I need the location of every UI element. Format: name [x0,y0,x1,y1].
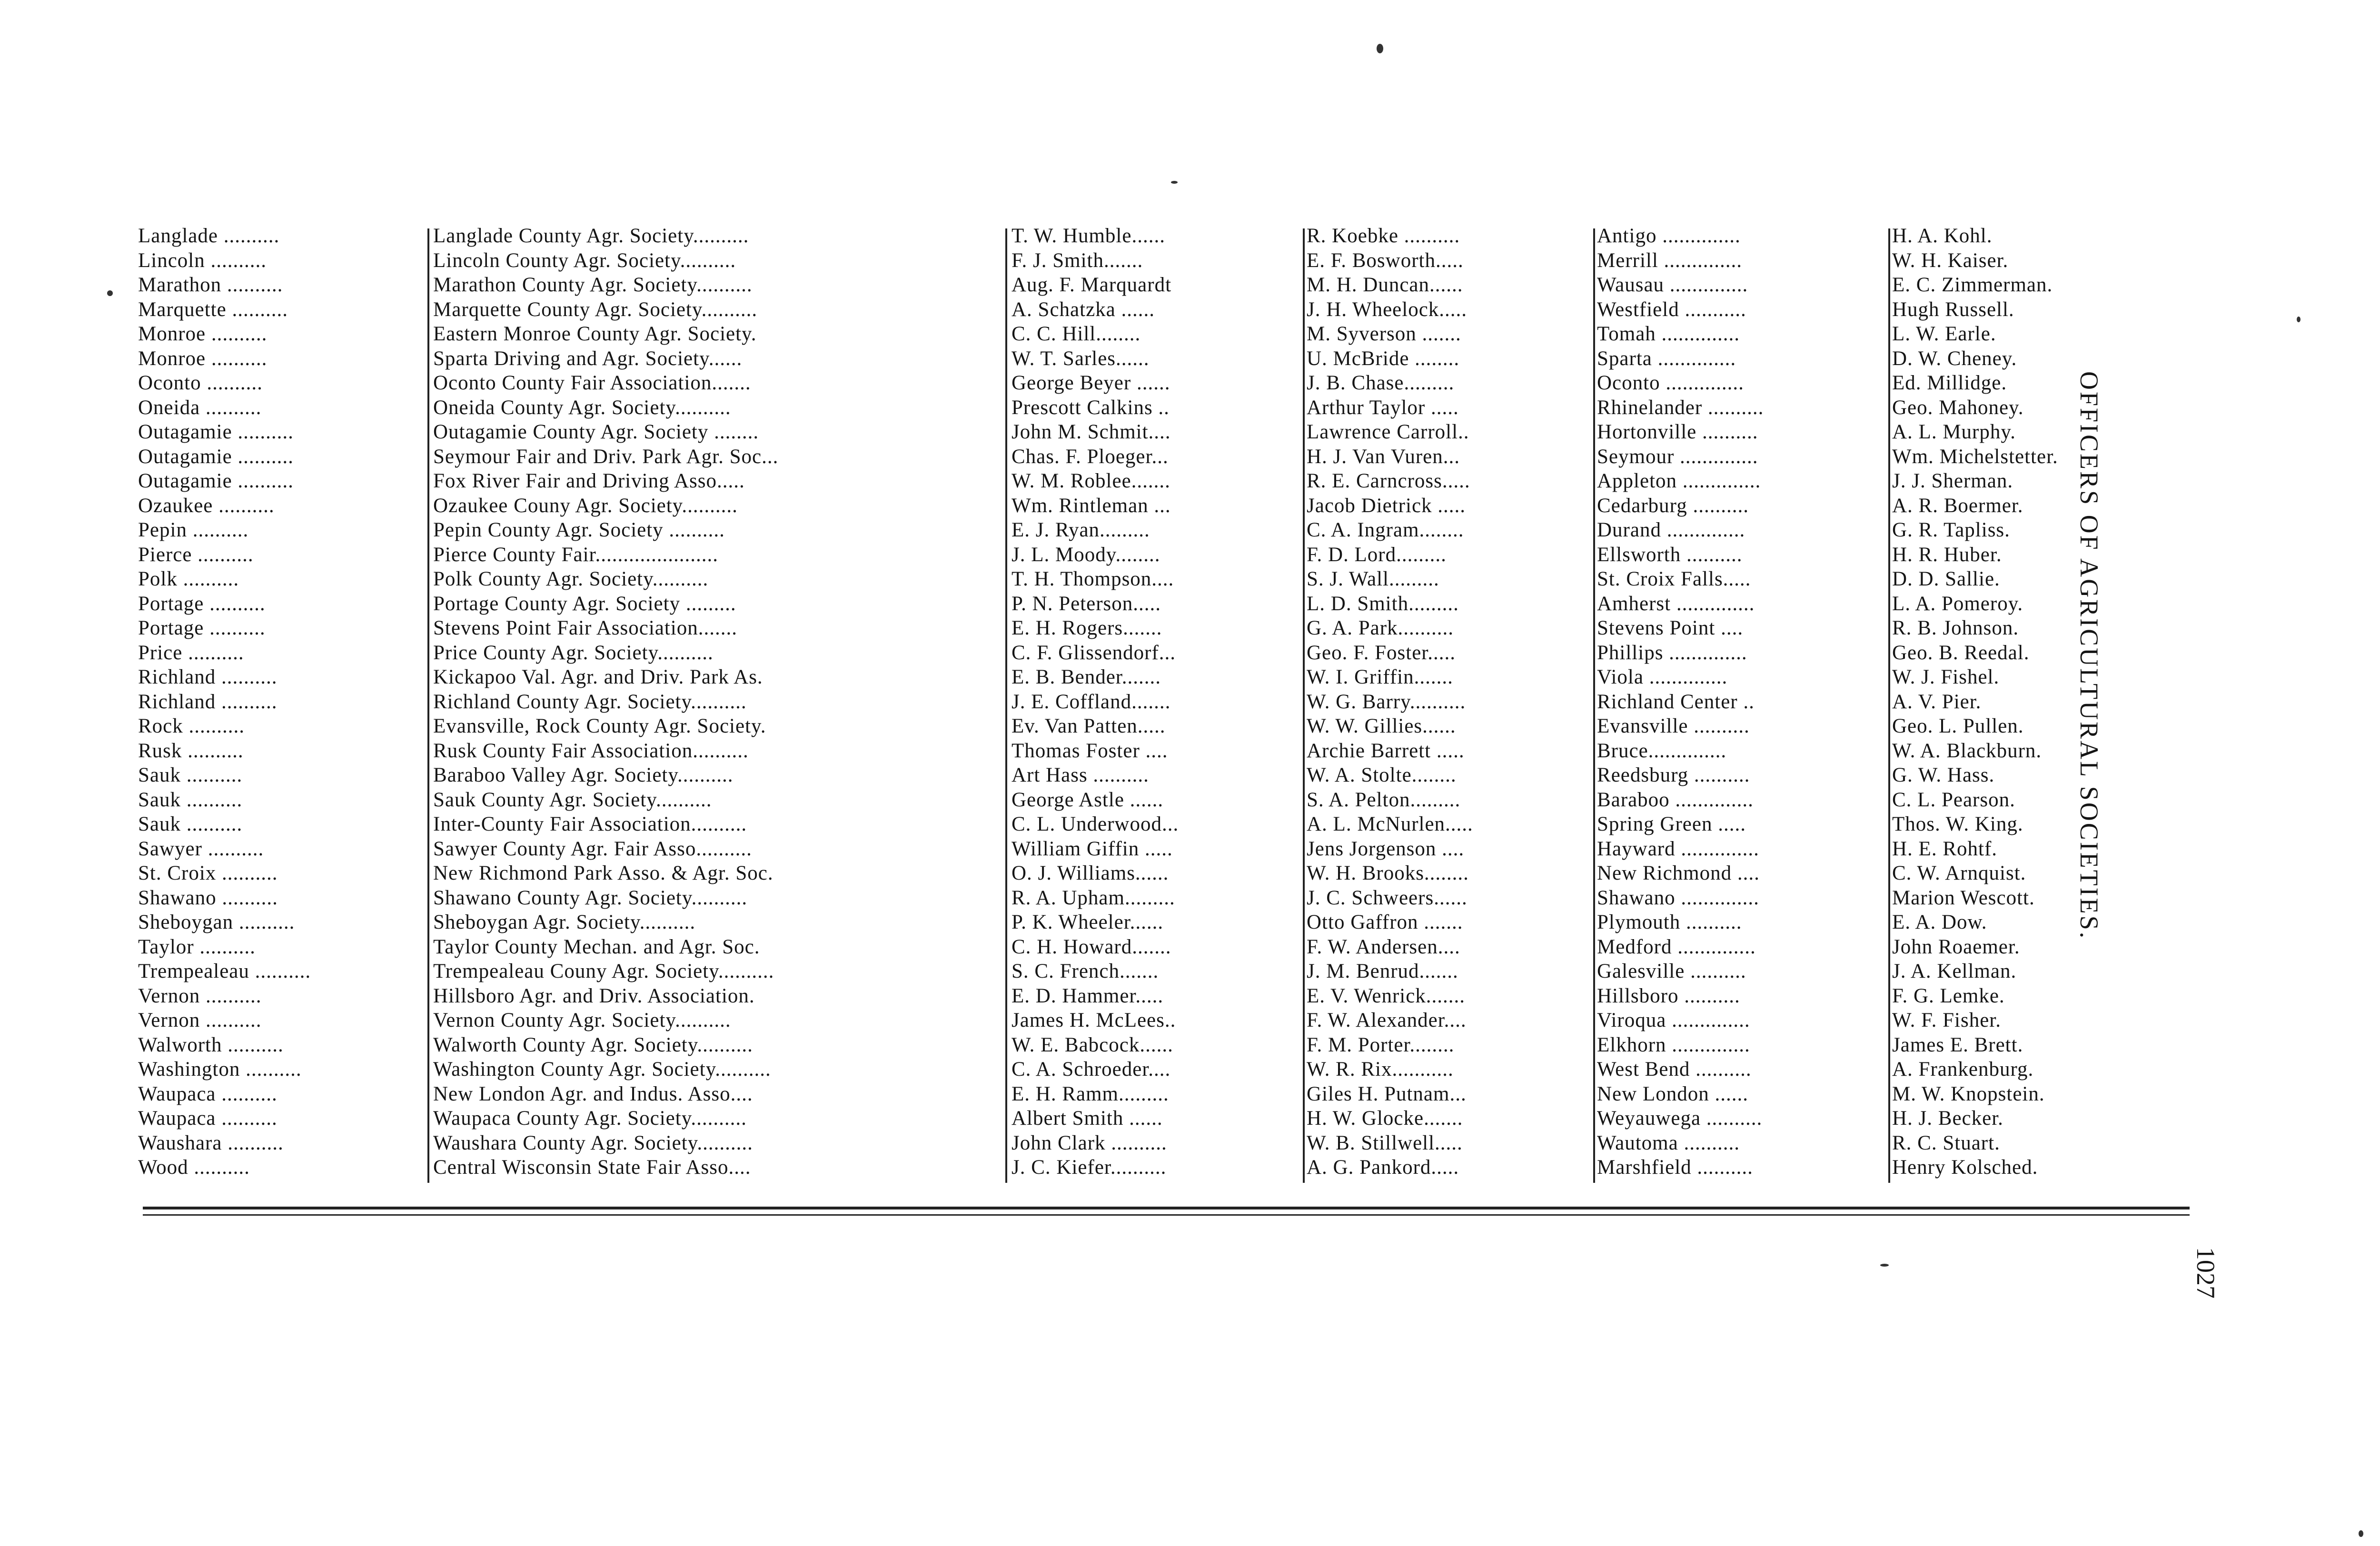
secretary-cell: M. H. Duncan...... [1307,274,1463,296]
secretary-cell: G. A. Park.......... [1307,617,1454,639]
print-speck [1171,181,1178,184]
county-cell: Marathon .......... [138,274,283,296]
treasurer-cell: W. H. Kaiser. [1892,249,2009,272]
location-cell: Amherst .............. [1597,592,1755,615]
county-cell: Outagamie .......... [138,470,294,492]
president-cell: P. N. Peterson..... [1012,592,1161,615]
society-cell: Oconto County Fair Association....... [433,372,751,394]
county-cell: Monroe .......... [138,347,268,370]
county-cell: Trempealeau .......... [138,960,311,982]
secretary-cell: A. G. Pankord..... [1307,1156,1459,1179]
county-cell: Ozaukee .......... [138,494,275,517]
treasurer-cell: Geo. Mahoney. [1892,396,2024,419]
location-cell: Plymouth .......... [1597,911,1742,933]
location-cell: Hayward .............. [1597,837,1759,860]
president-cell: T. H. Thompson.... [1012,568,1174,590]
society-cell: Sawyer County Agr. Fair Asso.......... [433,837,752,860]
society-cell: Sparta Driving and Agr. Society...... [433,347,743,370]
secretary-cell: J. H. Wheelock..... [1307,298,1468,321]
treasurer-cell: D. D. Sallie. [1892,568,2000,590]
county-column [138,224,424,1183]
county-cell: Waushara .......... [138,1131,284,1154]
society-cell: Central Wisconsin State Fair Asso.... [433,1156,751,1179]
treasurer-cell: John Roaemer. [1892,935,2020,958]
location-cell: Weyauwega .......... [1597,1107,1763,1130]
treasurer-cell: H. E. Rohtf. [1892,837,1998,860]
column-divider [1888,228,1890,1183]
location-cell: Seymour .............. [1597,445,1758,468]
location-cell: Reedsburg .......... [1597,764,1750,786]
secretary-cell: W. A. Stolte........ [1307,764,1457,786]
secretary-cell: W. B. Stillwell..... [1307,1131,1463,1154]
secretary-cell: W. W. Gillies...... [1307,715,1456,737]
society-cell: Marathon County Agr. Society.......... [433,274,753,296]
president-cell: E. B. Bender....... [1012,666,1161,688]
secretary-column [1307,224,1592,1183]
treasurer-cell: James E. Brett. [1892,1033,2023,1056]
county-cell: Outagamie .......... [138,421,294,443]
county-cell: Sauk .......... [138,788,243,811]
treasurer-cell: W. A. Blackburn. [1892,739,2042,762]
county-cell: Sawyer .......... [138,837,264,860]
society-cell: Vernon County Agr. Society.......... [433,1009,731,1031]
treasurer-cell: Ed. Millidge. [1892,372,2007,394]
secretary-cell: Archie Barrett ..... [1307,739,1465,762]
society-cell: Baraboo Valley Agr. Society.......... [433,764,734,786]
county-cell: Richland .......... [138,690,278,713]
location-cell: Durand .............. [1597,519,1745,541]
president-cell: W. M. Roblee....... [1012,470,1170,492]
society-cell: New Richmond Park Asso. & Agr. Soc. [433,862,774,884]
society-cell: Kickapoo Val. Agr. and Driv. Park As. [433,666,763,688]
society-cell: Price County Agr. Society.......... [433,641,714,664]
treasurer-cell: H. R. Huber. [1892,543,2002,566]
column-divider [1593,228,1595,1183]
secretary-cell: J. M. Benrud....... [1307,960,1458,982]
society-cell: Marquette County Agr. Society.......... [433,298,758,321]
secretary-cell: F. W. Alexander.... [1307,1009,1467,1031]
county-cell: Walworth .......... [138,1033,284,1056]
secretary-cell: F. D. Lord......... [1307,543,1447,566]
location-cell: Shawano .............. [1597,886,1759,909]
county-cell: Sauk .......... [138,813,243,835]
president-cell: C. L. Underwood... [1012,813,1179,835]
print-speck [1880,1264,1889,1267]
county-cell: Outagamie .......... [138,445,294,468]
side-title: OFFICERS OF AGRICULTURAL SOCIETIES. [2075,371,2103,941]
secretary-cell: E. V. Wenrick....... [1307,984,1466,1007]
society-cell: Walworth County Agr. Society.......... [433,1033,753,1056]
county-cell: Sauk .......... [138,764,243,786]
society-cell: Washington County Agr. Society.......... [433,1058,771,1080]
secretary-cell: E. F. Bosworth..... [1307,249,1464,272]
location-cell: Tomah .............. [1597,323,1740,345]
location-cell: Hillsboro .......... [1597,984,1740,1007]
county-cell: Langlade .......... [138,225,280,247]
society-cell: Ozaukee Couny Agr. Society.......... [433,494,738,517]
county-cell: Oconto .......... [138,372,263,394]
treasurer-cell: H. A. Kohl. [1892,225,1993,247]
president-cell: Prescott Calkins .. [1012,396,1170,419]
treasurer-cell: R. C. Stuart. [1892,1131,2000,1154]
president-cell: C. C. Hill........ [1012,323,1141,345]
bottom-rule-thin [143,1214,2190,1216]
society-cell: Waushara County Agr. Society.......... [433,1131,753,1154]
society-cell: Richland County Agr. Society.......... [433,690,747,713]
county-cell: Waupaca .......... [138,1082,278,1105]
president-cell: E. H. Ramm......... [1012,1082,1169,1105]
treasurer-column [1892,224,2197,1183]
treasurer-cell: F. G. Lemke. [1892,984,2005,1007]
treasurer-cell: W. J. Fishel. [1892,666,2000,688]
location-cell: Stevens Point .... [1597,617,1744,639]
column-divider [427,228,429,1183]
location-cell: Appleton .............. [1597,470,1761,492]
location-cell: New Richmond .... [1597,862,1760,884]
bottom-rule-thick [143,1207,2190,1209]
treasurer-cell: E. C. Zimmerman. [1892,274,2053,296]
society-cell: Oneida County Agr. Society.......... [433,396,731,419]
print-speck [2359,1530,2363,1537]
president-cell: J. C. Kiefer.......... [1012,1156,1167,1179]
secretary-cell: S. A. Pelton......... [1307,788,1461,811]
society-cell: Sheboygan Agr. Society.......... [433,911,696,933]
president-cell: Ev. Van Patten..... [1012,715,1166,737]
society-cell: Stevens Point Fair Association....... [433,617,737,639]
secretary-cell: F. M. Porter........ [1307,1033,1455,1056]
location-cell: Viola .............. [1597,666,1728,688]
secretary-cell: J. C. Schweers...... [1307,886,1468,909]
column-divider [1303,228,1305,1183]
location-cell: Westfield ........... [1597,298,1746,321]
county-cell: Portage .......... [138,617,266,639]
location-cell: Hortonville .......... [1597,421,1758,443]
treasurer-cell: D. W. Cheney. [1892,347,2017,370]
president-cell: George Beyer ...... [1012,372,1170,394]
president-cell: Chas. F. Ploeger... [1012,445,1169,468]
president-cell: John Clark .......... [1012,1131,1167,1154]
society-cell: New London Agr. and Indus. Asso.... [433,1082,753,1105]
location-cell: Wautoma .......... [1597,1131,1740,1154]
county-cell: Vernon .......... [138,1009,262,1031]
secretary-cell: Giles H. Putnam... [1307,1082,1467,1105]
society-cell: Pepin County Agr. Society .......... [433,519,725,541]
location-cell: New London ...... [1597,1082,1748,1105]
secretary-cell: R. E. Carncross..... [1307,470,1470,492]
society-cell: Outagamie County Agr. Society ........ [433,421,759,443]
treasurer-cell: M. W. Knopstein. [1892,1082,2045,1105]
treasurer-cell: E. A. Dow. [1892,911,1987,933]
location-cell: Medford .............. [1597,935,1756,958]
location-cell: Antigo .............. [1597,225,1741,247]
treasurer-cell: A. V. Pier. [1892,690,1982,713]
treasurer-cell: L. A. Pomeroy. [1892,592,2023,615]
county-cell: Oneida .......... [138,396,262,419]
president-cell: C. A. Schroeder.... [1012,1058,1171,1080]
county-cell: Monroe .......... [138,323,268,345]
location-cell: Phillips .............. [1597,641,1747,664]
county-cell: Portage .......... [138,592,266,615]
secretary-cell: W. H. Brooks........ [1307,862,1469,884]
county-cell: St. Croix .......... [138,862,278,884]
president-cell: W. T. Sarles...... [1012,347,1150,370]
president-cell: E. J. Ryan......... [1012,519,1150,541]
society-cell: Fox River Fair and Driving Asso..... [433,470,745,492]
president-cell: C. F. Glissendorf... [1012,641,1176,664]
county-cell: Price .......... [138,641,244,664]
treasurer-cell: A. Frankenburg. [1892,1058,2034,1080]
print-speck [1377,44,1383,53]
secretary-cell: H. J. Van Vuren... [1307,445,1460,468]
society-cell: Rusk County Fair Association.......... [433,739,749,762]
secretary-cell: W. R. Rix........... [1307,1058,1454,1080]
secretary-cell: Lawrence Carroll.. [1307,421,1469,443]
president-cell: John M. Schmit.... [1012,421,1171,443]
county-cell: Waupaca .......... [138,1107,278,1130]
president-cell: F. J. Smith....... [1012,249,1143,272]
location-cell: Baraboo .............. [1597,788,1754,811]
president-cell: James H. McLees.. [1012,1009,1176,1031]
treasurer-cell: Wm. Michelstetter. [1892,445,2058,468]
secretary-cell: F. W. Andersen.... [1307,935,1460,958]
treasurer-cell: G. W. Hass. [1892,764,1995,786]
location-cell: St. Croix Falls..... [1597,568,1751,590]
treasurer-cell: C. L. Pearson. [1892,788,2015,811]
secretary-cell: Geo. F. Foster..... [1307,641,1456,664]
president-cell: A. Schatzka ...... [1012,298,1155,321]
secretary-cell: Otto Gaffron ....... [1307,911,1463,933]
president-cell: J. E. Coffland....... [1012,690,1171,713]
treasurer-cell: Thos. W. King. [1892,813,2023,835]
president-column [1012,224,1302,1183]
secretary-cell: R. Koebke .......... [1307,225,1460,247]
location-cell: Sparta .............. [1597,347,1736,370]
president-cell: E. D. Hammer..... [1012,984,1164,1007]
society-cell: Polk County Agr. Society.......... [433,568,709,590]
county-cell: Shawano .......... [138,886,278,909]
secretary-cell: W. I. Griffin....... [1307,666,1453,688]
treasurer-cell: Hugh Russell. [1892,298,2014,321]
president-cell: P. K. Wheeler...... [1012,911,1164,933]
society-cell: Taylor County Mechan. and Agr. Soc. [433,935,760,958]
president-cell: W. E. Babcock...... [1012,1033,1173,1056]
president-cell: William Giffin ..... [1012,837,1173,860]
treasurer-cell: Henry Kolsched. [1892,1156,2038,1179]
secretary-cell: A. L. McNurlen..... [1307,813,1473,835]
treasurer-cell: Geo. L. Pullen. [1892,715,2024,737]
location-cell: Evansville .......... [1597,715,1750,737]
location-cell: Galesville .......... [1597,960,1746,982]
secretary-cell: L. D. Smith......... [1307,592,1459,615]
location-cell: Rhinelander .......... [1597,396,1764,419]
president-cell: George Astle ...... [1012,788,1164,811]
treasurer-cell: R. B. Johnson. [1892,617,2019,639]
president-cell: Aug. F. Marquardt [1012,274,1172,296]
treasurer-cell: A. R. Boermer. [1892,494,2023,517]
location-cell: Cedarburg .......... [1597,494,1749,517]
column-divider [1005,228,1007,1183]
secretary-cell: Jens Jorgenson .... [1307,837,1465,860]
location-cell: Wausau .............. [1597,274,1748,296]
society-cell: Sauk County Agr. Society.......... [433,788,712,811]
society-cell: Seymour Fair and Driv. Park Agr. Soc... [433,445,779,468]
location-cell: Ellsworth .......... [1597,543,1743,566]
location-column [1597,224,1887,1183]
president-cell: Thomas Foster .... [1012,739,1168,762]
secretary-cell: M. Syverson ....... [1307,323,1461,345]
president-cell: E. H. Rogers....... [1012,617,1162,639]
page-number: 1027 [2192,1247,2220,1298]
society-cell: Shawano County Agr. Society.......... [433,886,748,909]
treasurer-cell: W. F. Fisher. [1892,1009,2001,1031]
society-cell: Hillsboro Agr. and Driv. Association. [433,984,755,1007]
society-cell: Trempealeau Couny Agr. Society.......... [433,960,774,982]
president-cell: S. C. French....... [1012,960,1159,982]
society-column [433,224,1004,1183]
county-cell: Pepin .......... [138,519,249,541]
society-cell: Pierce County Fair...................... [433,543,718,566]
county-cell: Vernon .......... [138,984,262,1007]
society-cell: Portage County Agr. Society ......... [433,592,736,615]
treasurer-cell: Marion Wescott. [1892,886,2035,909]
president-cell: C. H. Howard....... [1012,935,1171,958]
county-cell: Pierce .......... [138,543,254,566]
president-cell: Albert Smith ...... [1012,1107,1163,1130]
location-cell: Spring Green ..... [1597,813,1746,835]
county-cell: Taylor .......... [138,935,256,958]
secretary-cell: W. G. Barry.......... [1307,690,1466,713]
treasurer-cell: J. J. Sherman. [1892,470,2013,492]
county-cell: Rock .......... [138,715,245,737]
location-cell: Bruce.............. [1597,739,1727,762]
treasurer-cell: Geo. B. Reedal. [1892,641,2030,664]
county-cell: Marquette .......... [138,298,288,321]
society-cell: Eastern Monroe County Agr. Society. [433,323,757,345]
location-cell: Merrill .............. [1597,249,1743,272]
secretary-cell: Arthur Taylor ..... [1307,396,1459,419]
location-cell: Elkhorn .............. [1597,1033,1750,1056]
treasurer-cell: J. A. Kellman. [1892,960,2017,982]
society-cell: Langlade County Agr. Society.......... [433,225,749,247]
treasurer-cell: L. W. Earle. [1892,323,1996,345]
county-cell: Lincoln .......... [138,249,267,272]
county-cell: Richland .......... [138,666,278,688]
society-cell: Waupaca County Agr. Society.......... [433,1107,747,1130]
treasurer-cell: A. L. Murphy. [1892,421,2016,443]
president-cell: O. J. Williams...... [1012,862,1169,884]
treasurer-cell: C. W. Arnquist. [1892,862,2026,884]
officers-table [138,224,2194,1183]
secretary-cell: H. W. Glocke....... [1307,1107,1463,1130]
secretary-cell: Jacob Dietrick ..... [1307,494,1466,517]
president-cell: T. W. Humble...... [1012,225,1165,247]
print-speck [107,290,113,296]
county-cell: Polk .......... [138,568,239,590]
society-cell: Lincoln County Agr. Society.......... [433,249,736,272]
location-cell: Marshfield .......... [1597,1156,1753,1179]
location-cell: Viroqua .............. [1597,1009,1750,1031]
society-cell: Inter-County Fair Association.......... [433,813,747,835]
president-cell: Art Hass .......... [1012,764,1149,786]
county-cell: Washington .......... [138,1058,302,1080]
county-cell: Sheboygan .......... [138,911,295,933]
secretary-cell: J. B. Chase......... [1307,372,1455,394]
president-cell: J. L. Moody........ [1012,543,1160,566]
secretary-cell: C. A. Ingram........ [1307,519,1464,541]
location-cell: Oconto .............. [1597,372,1744,394]
president-cell: Wm. Rintleman ... [1012,494,1171,517]
county-cell: Rusk .......... [138,739,244,762]
secretary-cell: S. J. Wall......... [1307,568,1439,590]
president-cell: R. A. Upham......... [1012,886,1175,909]
society-cell: Evansville, Rock County Agr. Society. [433,715,766,737]
secretary-cell: U. McBride ........ [1307,347,1460,370]
treasurer-cell: G. R. Tapliss. [1892,519,2010,541]
print-speck [2297,317,2301,322]
county-cell: Wood .......... [138,1156,250,1179]
location-cell: Richland Center .. [1597,690,1755,713]
location-cell: West Bend .......... [1597,1058,1752,1080]
treasurer-cell: H. J. Becker. [1892,1107,2003,1130]
